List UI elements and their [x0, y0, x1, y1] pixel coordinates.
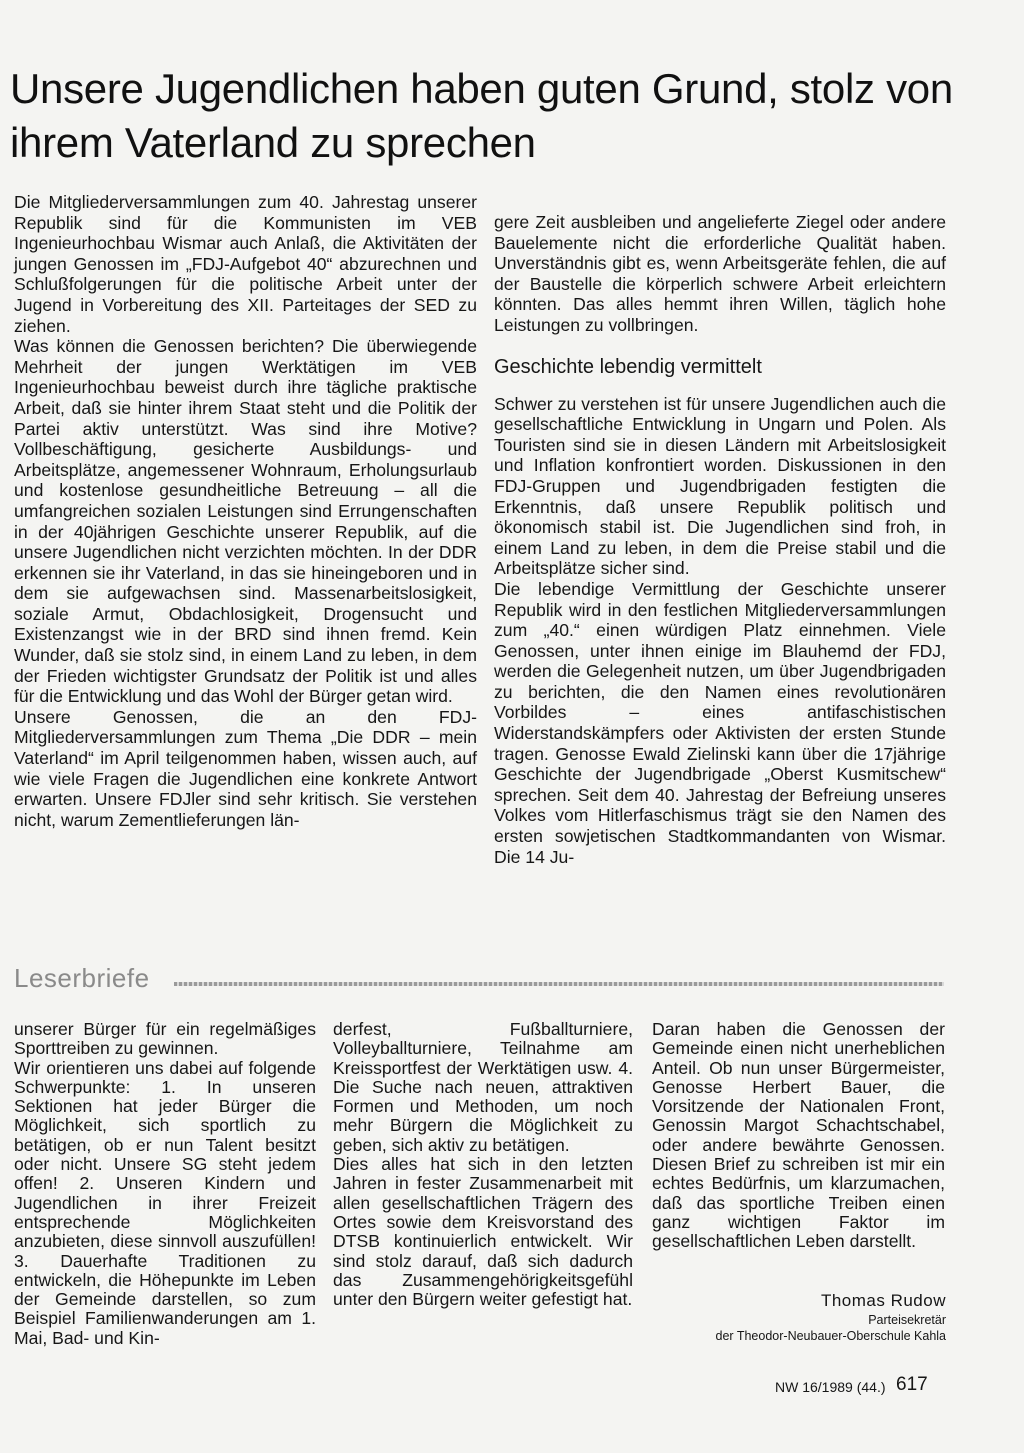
subheading: Geschichte lebendig vermittelt	[494, 355, 762, 378]
letter-column-2	[333, 1020, 633, 1309]
section-title: Leserbriefe	[14, 963, 150, 993]
letter-paragraph: Daran haben die Genossen der Gemeinde einen nicht unerheblichen Anteil. Ob nun unser Bürgermeister, Genosse Herbert Bauer, die Vorsitzende der Nationalen Front, Genossin Margot Schachtschabel, oder andere bewährte Genossen. Diesen Brief zu schreiben ist mir ein echtes Bedürfnis, um klarzumachen, daß das sportliche Treiben einen ganz wichtigen Faktor im gesellschaftlichen Leben darstellt.	[652, 1019, 945, 1252]
author-role: Parteisekretär	[868, 1313, 946, 1327]
article-paragraph: Schwer zu verstehen ist für unsere Jugendlichen auch die gesellschaftliche Entwicklung in Ungarn und Polen. Als Touristen sind sie in diesen Ländern mit Arbeitslosigkeit und Inflation konfrontiert worden. Diskussionen in den FDJ-Gruppen und Jugendbrigaden festigten die Erkenntnis, daß unsere Republik politisch und ökonomisch stabil ist. Die Jugendlichen sind froh, in einem Land zu leben, in dem die Preise stabil und die Arbeitsplätze sicher sind.	[494, 393, 946, 579]
letter-column-3	[652, 1020, 945, 1252]
article-paragraph: Was können die Genossen berichten? Die überwiegende Mehrheit der jungen Werktätigen im VEB Ingenieurhochbau beweist durch ihre tägliche praktische Arbeit, daß sie hinter ihrem Staat steht und die Politik der Partei aktiv unterstützt. Was sind ihre Motive? Vollbeschäftigung, gesicherte Ausbildungs- und Arbeitsplätze, angemessener Wohnraum, Erholungsurlaub und kostenlose gesundheitliche Betreuung – all die umfangreichen sozialen Leistungen sind Errungenschaften in der 40jährigen Geschichte unserer Republik, auf die unsere Jugendlichen nicht verzichten möchten. In der DDR erkennen sie ihr Vaterland, in das sie hineingeboren und in dem sie aufgewachsen sind. Massenarbeitslosigkeit, soziale Armut, Obdachlosigkeit, Drogensucht und Existenzangst wie in der BRD sind ihnen fremd. Kein Wunder, daß sie stolz sind, in einem Land zu leben, in dem der Frieden wichtigster Grundsatz der Politik ist und alles für die Entwicklung und das Wohl der Bürger getan wird.	[14, 336, 477, 707]
article-paragraph: Die lebendige Vermittlung der Geschichte unserer Republik wird in den festlichen Mitgliederversammlungen zum „40.“ einen würdigen Platz einnehmen. Viele Genossen, unter ihnen einige im Blauhemd der FDJ, werden die Gelegenheit nutzen, um über Jugendbrigaden zu berichten, die den Namen eines revolutionären Vorbildes – eines antifaschistischen Widerstandskämpfers oder Aktivisten der ersten Stunde tragen. Genosse Ewald Zielinski kann über die 17jährige Geschichte der Jugendbrigade „Oberst Kusmitschew“ sprechen. Seit dem 40. Jahrestag der Befreiung unseres Volkes vom Hitlerfaschismus trägt sie den Namen des ersten sowjetischen Stadtkommandanten von Wismar. Die 14 Ju-	[494, 578, 946, 867]
section-divider	[174, 982, 944, 986]
headline: Unsere Jugendlichen haben guten Grund, stolz von ihrem Vaterland zu sprechen	[10, 65, 953, 166]
author-school: der Theodor-Neubauer-Oberschule Kahla	[715, 1329, 946, 1343]
article-paragraph: Die Mitgliederversammlungen zum 40. Jahrestag unserer Republik sind für die Kommunisten im VEB Ingenieurhochbau Wismar auch Anlaß, die Aktivitäten der jungen Genossen im „FDJ-Aufgebot 40“ abzurechnen und Schlußfolgerungen für die politische Arbeit unter der Jugend in Vorbereitung des XII. Parteitages der SED zu ziehen.	[14, 192, 477, 336]
letter-paragraph: unserer Bürger für ein regelmäßiges Sporttreiben zu gewinnen.	[14, 1019, 316, 1059]
author-name: Thomas Rudow	[820, 1291, 946, 1310]
article-paragraph: gere Zeit ausbleiben und angelieferte Ziegel oder andere Bauelemente nicht die erforderliche Qualität haben. Unverständnis gibt es, wenn Arbeitsgeräte fehlen, die auf der Baustelle die körperlich schwere Arbeit erleichtern könnten. Das alles hemmt ihren Willen, täglich hohe Leistungen zu vollbringen.	[494, 212, 946, 335]
signature-block	[626, 1290, 946, 1344]
article-column-2	[494, 212, 946, 867]
letter-paragraph: Dies alles hat sich in den letzten Jahren in fester Zusammenarbeit mit allen gesellschaftlichen Trägern des Ortes sowie dem Kreisvorstand des DTSB kontinuierlich entwickelt. Wir sind stolz darauf, daß sich dadurch das Zusammengehörigkeitsgefühl unter den Bürgern weiter gefestigt hat.	[333, 1154, 633, 1310]
article-column-1	[14, 192, 477, 830]
letter-paragraph: derfest, Fußballturniere, Volleyballturniere, Teilnahme am Kreissportfest der Werktätigen usw. 4. Die Suche nach neuen, attraktiven Formen und Methoden, um noch mehr Bürgern die Möglichkeit zu geben, sich aktiv zu betätigen.	[333, 1019, 633, 1155]
letter-paragraph: Wir orientieren uns dabei auf folgende Schwerpunkte: 1. In unseren Sektionen hat jeder Bürger die Möglichkeit, sich sportlich zu betätigen, ob er nun Talent besitzt oder nicht. Unsere SG steht jedem offen! 2. Unseren Kindern und Jugendlichen in ihrer Freizeit entsprechende Möglichkeiten anzubieten, diese sinnvoll auszufüllen! 3. Dauerhafte Traditionen zu entwickeln, die Höhepunkte im Leben der Gemeinde darstellen, so zum Beispiel Familienwanderungen am 1. Mai, Bad- und Kin-	[14, 1057, 316, 1348]
page-number: 617	[896, 1374, 928, 1395]
section-header	[14, 962, 944, 996]
letter-column-1	[14, 1020, 316, 1348]
issue-number: NW 16/1989 (44.)	[775, 1379, 886, 1395]
article-paragraph: Unsere Genossen, die an den FDJ-Mitgliederversammlungen zum Thema „Die DDR – mein Vaterland“ im April teilgenommen haben, wissen auch, auf wie viele Fragen die Jugendlichen eine konkrete Antwort erwarten. Unsere FDJler sind sehr kritisch. Sie verstehen nicht, warum Zementlieferungen län-	[14, 706, 477, 830]
